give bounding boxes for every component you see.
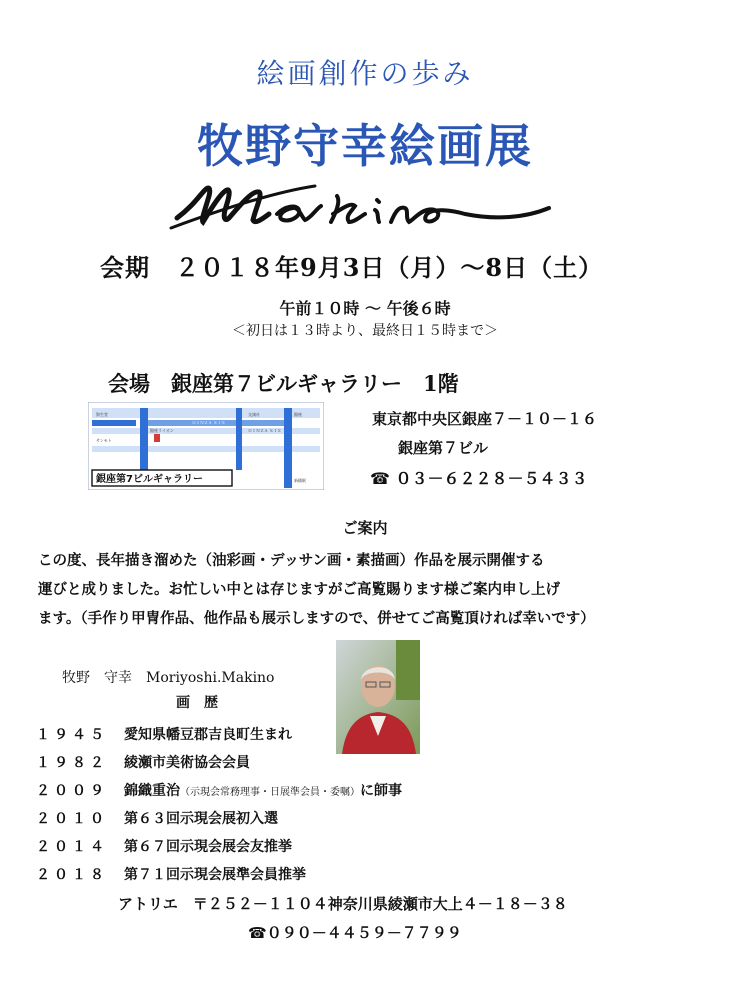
guide-heading: ご案内 [342, 519, 388, 537]
guide-line: ます。（手作り甲冑作品、他作品も展示しますので、併せてご高覧頂ければ幸いです） [38, 610, 595, 627]
history-heading: 画 歴 [176, 695, 218, 711]
map-label: 資生堂 [96, 412, 108, 417]
history-row [36, 808, 278, 828]
history-row [36, 780, 402, 800]
gallery-marker [154, 434, 160, 442]
opening-hours: 午前１０時 ～ 午後６時 [279, 299, 451, 318]
history-year: ２０１８ [36, 867, 108, 883]
atelier-phone [248, 922, 462, 943]
venue-label: 会場 銀座第７ビルギャラリー 1階 [108, 371, 459, 396]
history-text: 愛知県幡豆郡吉良町生まれ [124, 727, 292, 743]
phone-icon: ☎ [370, 469, 390, 488]
history-text: 第７１回示現会展準会員推挙 [124, 867, 306, 883]
atelier-phone-number: ０９０－４４５９－７７９９ [266, 924, 462, 942]
history-year: １９４５ [36, 727, 108, 743]
venue-address: 東京都中央区銀座７－１０－１６ [372, 410, 598, 428]
guide-line: この度、長年描き溜めた（油彩画・デッサン画・素描画）作品を展示開催する [38, 552, 545, 569]
history-year: １９８２ [36, 755, 108, 771]
venue-building: 銀座第７ビル [398, 439, 489, 457]
signature-logo [165, 178, 555, 238]
map-caption: 銀座第7ビルギャラリー [96, 474, 203, 485]
history-year: ２００９ [36, 783, 108, 799]
history-row [36, 752, 250, 772]
history-text: 第６３回示現会展初入選 [124, 811, 278, 827]
map-label: 新橋駅 [294, 478, 306, 483]
map-label: ＧＩＮＺＡ ＳＩＸ [248, 428, 282, 433]
map-label: ＧＩＮＺＡ ＳＩＸ [192, 420, 226, 425]
atelier-address: アトリエ 〒２５２－１１０４神奈川県綾瀬市大上４－１８－３８ [118, 895, 568, 913]
venue-phone [370, 466, 588, 489]
venue-phone-number: ０３－６２２８－５４３３ [395, 469, 588, 488]
subtitle: 絵画創作の歩み [256, 57, 474, 90]
history-note: （示現会常務理事・日展準会員・委嘱） [180, 787, 360, 798]
exhibition-period: 会期 ２０１８年9月3日（月）～8日（土） [100, 253, 604, 282]
history-year: ２０１０ [36, 811, 108, 827]
history-text: 錦織重治 [124, 783, 180, 799]
map-label: サンモト [96, 438, 112, 443]
phone-icon: ☎ [248, 924, 267, 942]
guide-line: 運びと成りました。お忙しい中とは存じますがご高覧賜ります様ご案内申し上げ [38, 581, 560, 598]
page-title: 牧野守幸絵画展 [197, 119, 533, 173]
artist-name: 牧野 守幸 Moriyoshi.Makino [62, 670, 275, 686]
opening-hours-note: ＜初日は１３時より、最終日１５時まで＞ [232, 323, 498, 339]
history-text: 第６７回示現会展会友推挙 [124, 839, 292, 855]
map-label: 銀座 [294, 412, 302, 417]
guide-text [38, 546, 688, 633]
map-label: 交詢社 [248, 412, 260, 417]
history-year: ２０１４ [36, 839, 108, 855]
map-label: 銀座ライオン [150, 428, 174, 433]
history-text: 綾瀬市美術協会会員 [124, 755, 250, 771]
history-suffix: に師事 [360, 783, 402, 799]
history-row [36, 836, 292, 856]
history-row [36, 724, 292, 744]
venue-map [88, 402, 324, 490]
history-row [36, 864, 306, 884]
artist-photo [336, 640, 420, 754]
